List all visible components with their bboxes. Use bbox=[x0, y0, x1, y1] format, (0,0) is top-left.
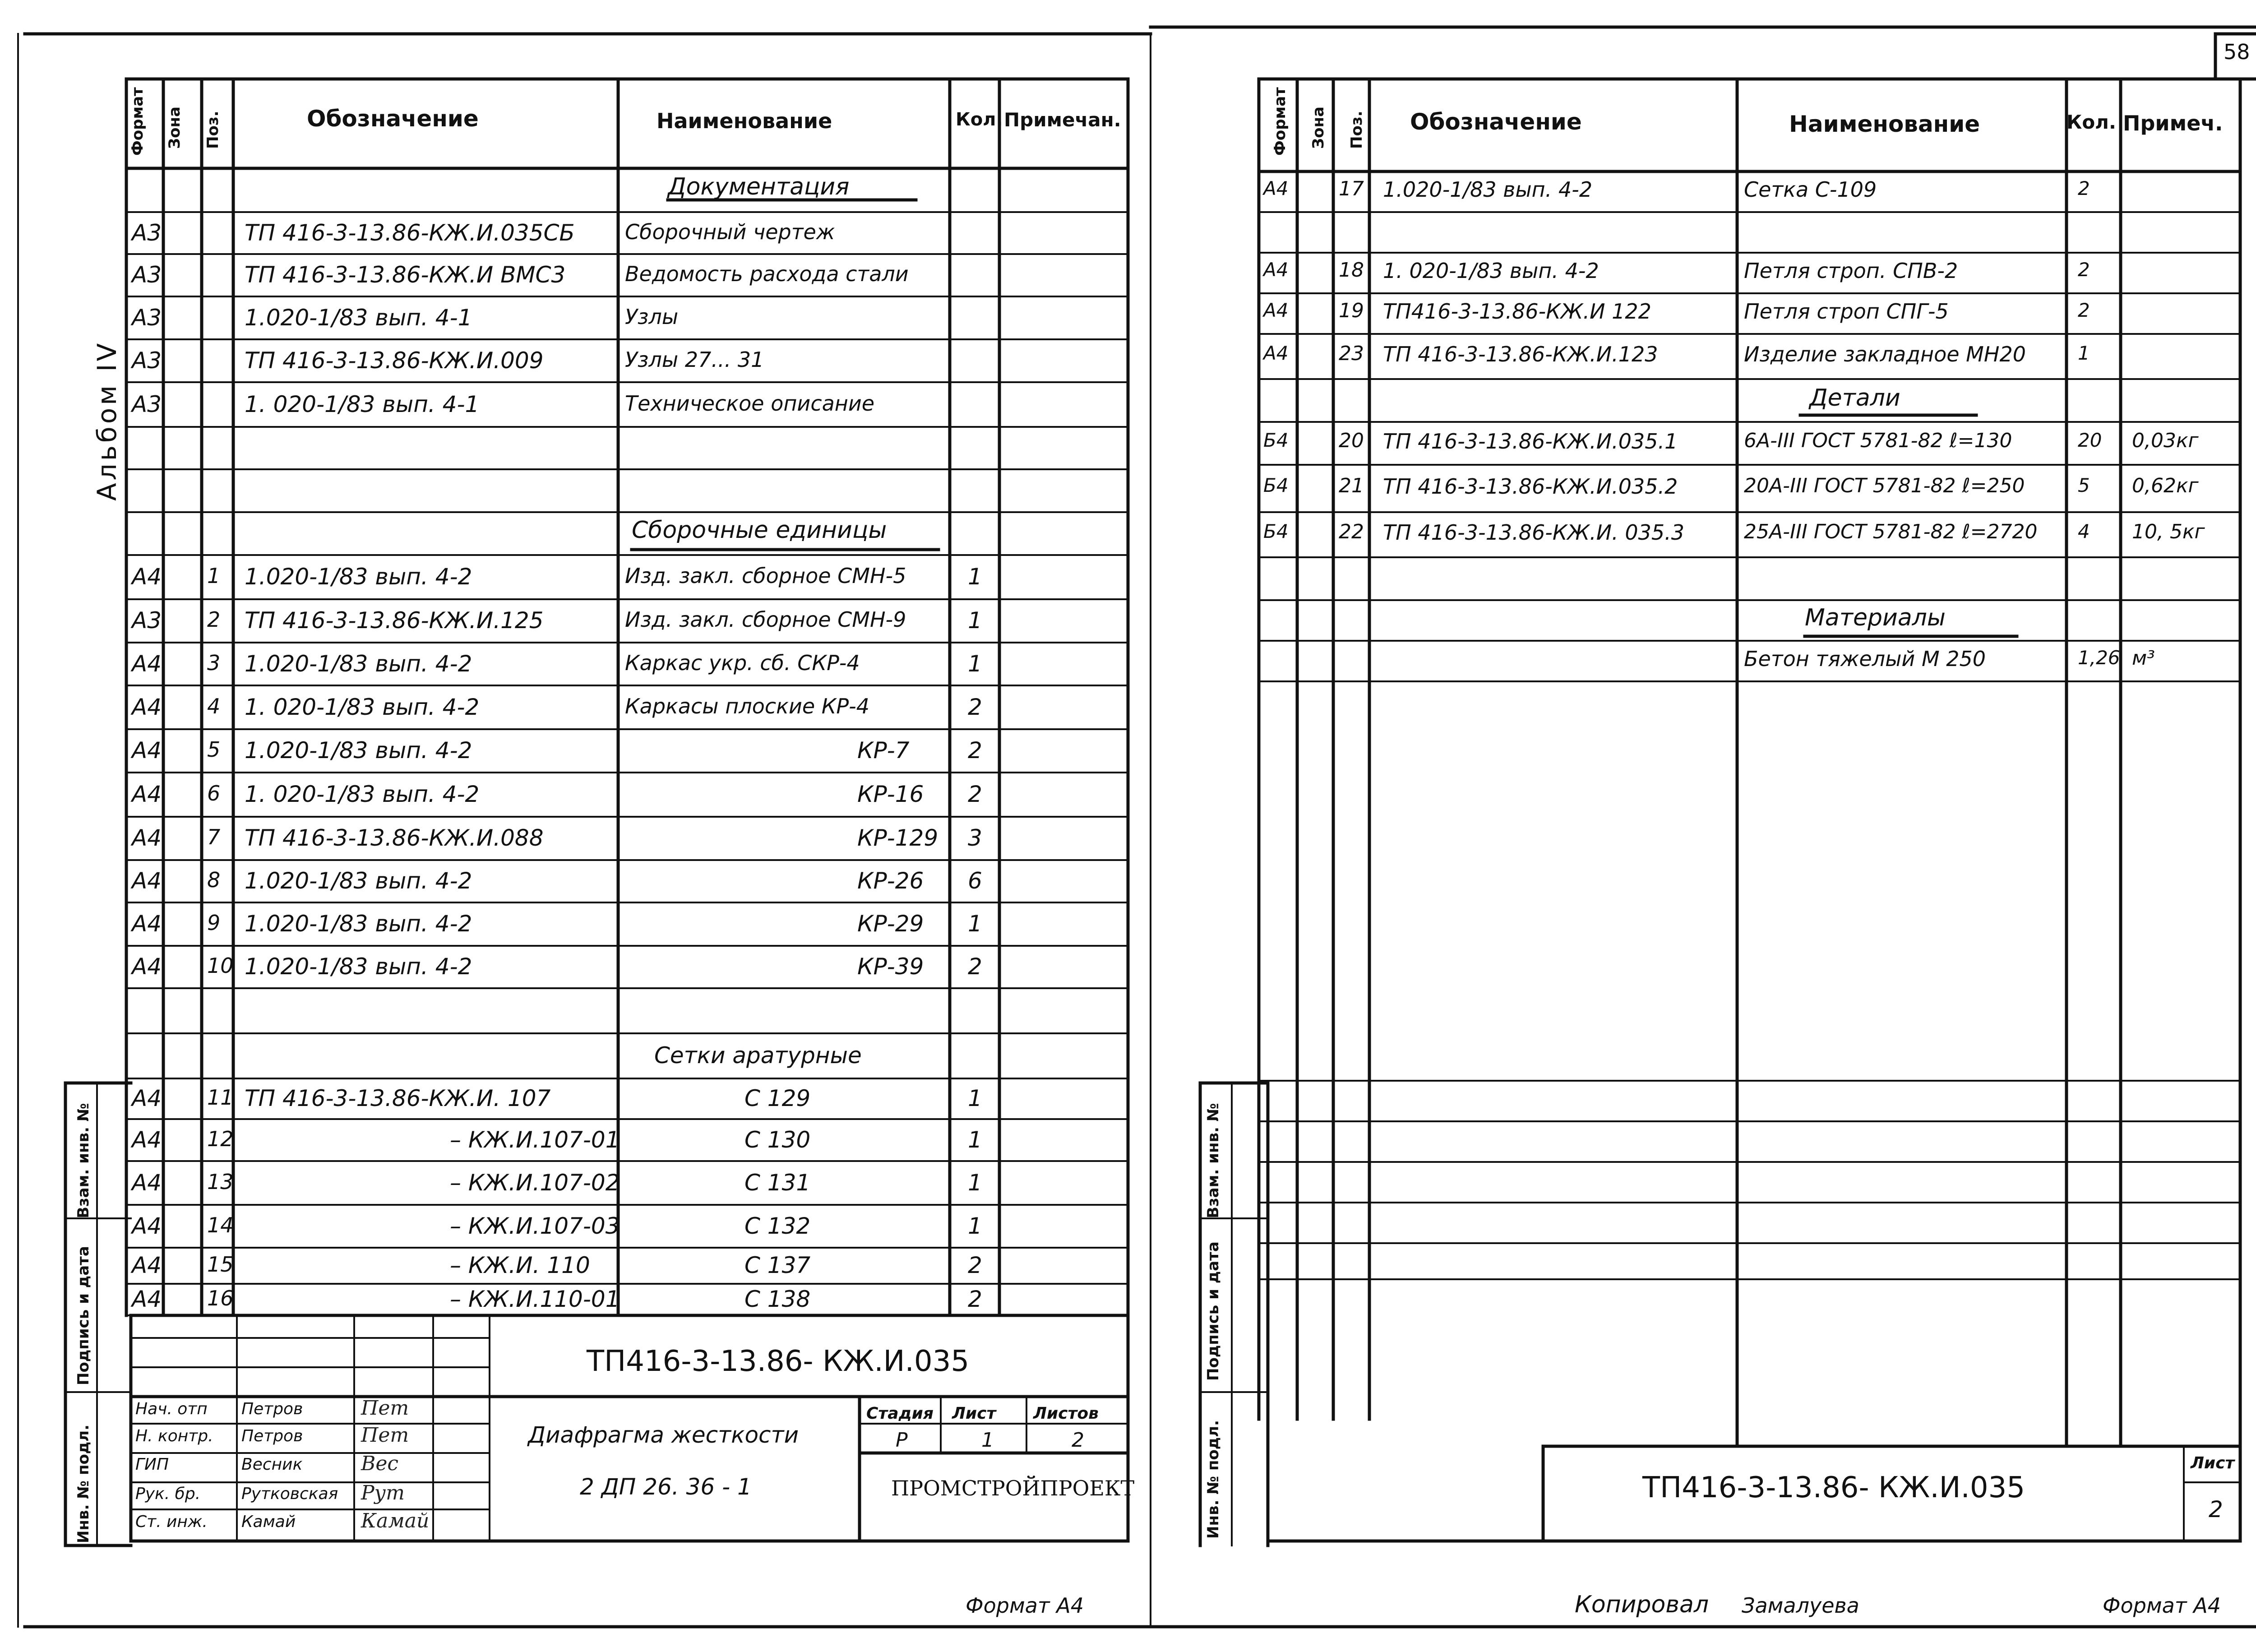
left-row-section: Сборочные единицы bbox=[632, 516, 887, 544]
left-row-format: А4 bbox=[132, 1085, 162, 1111]
right-row-qty: 20 bbox=[2078, 429, 2102, 451]
left-row-designation: ТП 416-3-13.86-КЖ.И.088 bbox=[245, 825, 544, 851]
left-row-name: КР-39 bbox=[857, 953, 924, 980]
stamp-name: Петров bbox=[241, 1400, 303, 1418]
right-header-qty: Кол. bbox=[2066, 111, 2116, 133]
left-row-name: Каркас укр. сб. СКР-4 bbox=[625, 650, 860, 675]
left-row-pos: 5 bbox=[207, 737, 221, 762]
left-row-pos: 8 bbox=[207, 868, 221, 892]
left-row-pos: 7 bbox=[207, 825, 221, 849]
left-row-name: С 138 bbox=[744, 1286, 811, 1312]
left-row-qty: 2 bbox=[968, 694, 982, 720]
left-row-qty: 1 bbox=[968, 607, 982, 634]
right-row-section: Материалы bbox=[1805, 604, 1946, 631]
left-row-designation: – КЖ.И.107-03 bbox=[450, 1212, 620, 1239]
left-row-designation: ТП 416-3-13.86-КЖ.И ВМС3 bbox=[245, 262, 566, 288]
left-row-name: Узлы bbox=[625, 304, 679, 329]
right-row-section: Детали bbox=[1809, 384, 1900, 412]
right-side-inv-sub: Инв. № подл. bbox=[1204, 1420, 1222, 1539]
signature: Пет bbox=[361, 1397, 409, 1420]
left-row-format: А3 bbox=[132, 607, 162, 634]
left-row-qty: 1 bbox=[968, 1212, 982, 1239]
left-row-designation: ТП 416-3-13.86-КЖ.И. 107 bbox=[245, 1085, 551, 1111]
left-row-qty: 1 bbox=[968, 564, 982, 590]
stamp-name: Весник bbox=[241, 1455, 303, 1474]
left-row-pos: 9 bbox=[207, 911, 221, 935]
left-row-name: Сборочный чертеж bbox=[625, 219, 835, 244]
stamp-role: Нач. отп bbox=[135, 1400, 208, 1418]
right-row-designation: ТП 416-3-13.86-КЖ.И.035.1 bbox=[1383, 429, 1678, 453]
left-row-pos: 15 bbox=[207, 1252, 234, 1277]
right-row-note: 0,03кг bbox=[2132, 429, 2199, 452]
left-row-format: А3 bbox=[132, 262, 162, 288]
left-row-name: Узлы 27... 31 bbox=[625, 347, 764, 372]
left-row-name: КР-7 bbox=[857, 737, 910, 764]
stamp-right-sheet-label: Лист bbox=[2191, 1454, 2235, 1472]
right-row-name: Петля строп. СПВ-2 bbox=[1744, 259, 1958, 283]
left-row-designation: 1. 020-1/83 вып. 4-2 bbox=[245, 694, 480, 720]
signature: Рут bbox=[361, 1481, 405, 1504]
left-row-pos: 2 bbox=[207, 607, 221, 632]
left-row-name: С 129 bbox=[744, 1085, 811, 1111]
right-row-format: А4 bbox=[1263, 342, 1289, 364]
left-row-designation: – КЖ.И.107-01 bbox=[450, 1126, 620, 1153]
right-row-note: 10, 5кг bbox=[2132, 520, 2205, 543]
left-row-name: Каркасы плоские КР-4 bbox=[625, 694, 870, 718]
right-row-format: А4 bbox=[1263, 177, 1289, 199]
left-row-qty: 1 bbox=[968, 1085, 982, 1111]
left-row-designation: – КЖ.И.107-02 bbox=[450, 1169, 620, 1196]
right-row-qty: 5 bbox=[2078, 474, 2090, 496]
left-row-pos: 11 bbox=[207, 1085, 234, 1110]
left-row-pos: 1 bbox=[207, 564, 221, 588]
right-row-designation: 1. 020-1/83 вып. 4-2 bbox=[1383, 259, 1599, 283]
stamp-sheet-label: Лист bbox=[952, 1404, 996, 1423]
left-row-qty: 1 bbox=[968, 1126, 982, 1153]
left-row-format: А4 bbox=[132, 737, 162, 764]
left-row-format: А4 bbox=[132, 1286, 162, 1312]
left-row-section: Документация bbox=[668, 173, 850, 200]
left-row-designation: 1.020-1/83 вып. 4-2 bbox=[245, 911, 472, 937]
right-row-format: А4 bbox=[1263, 259, 1289, 281]
left-header-designation: Обозначение bbox=[307, 106, 479, 132]
left-row-name: Ведомость расхода стали bbox=[625, 262, 909, 286]
album-label: Альбом IV bbox=[92, 340, 122, 501]
stamp-role: ГИП bbox=[135, 1455, 169, 1474]
right-row-name: Петля строп СПГ-5 bbox=[1744, 299, 1949, 324]
left-row-qty: 6 bbox=[968, 868, 982, 894]
left-header-note: Примечан. bbox=[1004, 109, 1121, 131]
right-row-name: 20А-III ГОСТ 5781-82 ℓ=250 bbox=[1744, 474, 2025, 497]
left-row-pos: 13 bbox=[207, 1169, 234, 1194]
right-row-pos: 17 bbox=[1339, 177, 1364, 200]
left-row-designation: 1.020-1/83 вып. 4-2 bbox=[245, 650, 472, 677]
signature: Вес bbox=[361, 1452, 399, 1475]
left-row-pos: 4 bbox=[207, 694, 221, 718]
right-side-vzam: Взам. инв. № bbox=[1204, 1103, 1222, 1218]
left-row-pos: 14 bbox=[207, 1212, 234, 1237]
left-row-designation: ТП 416-3-13.86-КЖ.И.125 bbox=[245, 607, 544, 634]
left-row-designation: 1.020-1/83 вып. 4-2 bbox=[245, 868, 472, 894]
left-row-name: С 131 bbox=[744, 1169, 811, 1196]
right-row-designation: ТП416-3-13.86-КЖ.И 122 bbox=[1383, 299, 1651, 324]
stamp-role: Рук. бр. bbox=[135, 1485, 201, 1503]
stamp-role: Н. контр. bbox=[135, 1427, 213, 1445]
left-header-name: Наименование bbox=[656, 109, 832, 133]
left-row-pos: 16 bbox=[207, 1286, 234, 1310]
stamp-subtitle: 2 ДП 26. 36 - 1 bbox=[580, 1474, 752, 1500]
stamp-role: Ст. инж. bbox=[135, 1513, 208, 1531]
footer-format-right: Формат А4 bbox=[2103, 1593, 2221, 1618]
right-row-format: Б4 bbox=[1263, 474, 1289, 496]
left-row-designation: ТП 416-3-13.86-КЖ.И.009 bbox=[245, 347, 544, 374]
stamp-org: ПРОМСТРОЙПРОЕКТ bbox=[891, 1476, 1135, 1500]
left-row-designation: – КЖ.И.110-01 bbox=[450, 1286, 620, 1312]
left-row-name: Изд. закл. сборное СМН-9 bbox=[625, 607, 906, 632]
left-row-name: Техническое описание bbox=[625, 391, 875, 416]
stamp-name: Петров bbox=[241, 1427, 303, 1445]
right-row-name: Бетон тяжелый М 250 bbox=[1744, 647, 1986, 671]
right-row-pos: 23 bbox=[1339, 342, 1364, 365]
right-row-pos: 21 bbox=[1339, 474, 1364, 497]
right-row-qty: 2 bbox=[2078, 299, 2090, 321]
left-side-sign-date: Подпись и дата bbox=[74, 1246, 92, 1385]
stamp-title: Диафрагма жесткости bbox=[528, 1422, 799, 1448]
stamp-code-left: ТП416-3-13.86- КЖ.И.035 bbox=[587, 1345, 970, 1378]
right-row-format: А4 bbox=[1263, 299, 1289, 321]
right-row-name: Сетка С-109 bbox=[1744, 177, 1877, 202]
right-header-pos: Поз. bbox=[1348, 111, 1366, 149]
right-row-pos: 22 bbox=[1339, 520, 1364, 543]
left-row-format: А4 bbox=[132, 564, 162, 590]
left-row-format: А4 bbox=[132, 911, 162, 937]
left-row-qty: 1 bbox=[968, 1169, 982, 1196]
stamp-code-right: ТП416-3-13.86- КЖ.И.035 bbox=[1642, 1471, 2025, 1504]
footer-copied-name: Замалуева bbox=[1742, 1593, 1859, 1618]
right-row-name: Изделие закладное МН20 bbox=[1744, 342, 2026, 366]
left-row-qty: 1 bbox=[968, 911, 982, 937]
right-row-pos: 18 bbox=[1339, 259, 1364, 282]
left-row-format: А4 bbox=[132, 1169, 162, 1196]
right-row-note: 0,62кг bbox=[2132, 474, 2199, 497]
left-row-qty: 2 bbox=[968, 953, 982, 980]
stamp-sheets: 2 bbox=[1072, 1429, 1084, 1452]
stamp-name: Рутковская bbox=[241, 1485, 338, 1503]
left-row-format: А4 bbox=[132, 1126, 162, 1153]
right-row-note: м³ bbox=[2132, 647, 2155, 670]
footer-format-left: Формат А4 bbox=[966, 1593, 1084, 1618]
left-row-qty: 2 bbox=[968, 737, 982, 764]
left-row-designation: 1. 020-1/83 вып. 4-1 bbox=[245, 391, 480, 417]
left-row-designation: – КЖ.И. 110 bbox=[450, 1252, 590, 1278]
left-row-qty: 1 bbox=[968, 650, 982, 677]
right-header-note: Примеч. bbox=[2123, 111, 2223, 135]
right-header-format: Формат bbox=[1271, 87, 1289, 156]
left-header-zone: Зона bbox=[166, 106, 184, 149]
left-row-name: Сетки аратурные bbox=[654, 1042, 862, 1069]
left-row-format: А4 bbox=[132, 825, 162, 851]
right-side-sign-date: Подпись и дата bbox=[1204, 1241, 1222, 1381]
left-row-pos: 6 bbox=[207, 781, 221, 805]
left-row-format: А3 bbox=[132, 219, 162, 246]
right-row-name: 6А-III ГОСТ 5781-82 ℓ=130 bbox=[1744, 429, 2012, 452]
left-row-name: КР-16 bbox=[857, 781, 924, 807]
stamp-sheets-label: Листов bbox=[1033, 1404, 1099, 1423]
right-row-designation: ТП 416-3-13.86-КЖ.И.123 bbox=[1383, 342, 1658, 366]
left-row-name: С 130 bbox=[744, 1126, 811, 1153]
left-row-qty: 2 bbox=[968, 781, 982, 807]
stamp-stage: Р bbox=[896, 1429, 908, 1452]
left-row-format: А4 bbox=[132, 953, 162, 980]
left-row-format: А3 bbox=[132, 304, 162, 331]
stamp-stage-label: Стадия bbox=[866, 1404, 934, 1423]
right-header-designation: Обозначение bbox=[1410, 109, 1582, 135]
left-row-name: КР-26 bbox=[857, 868, 924, 894]
left-row-format: А4 bbox=[132, 1252, 162, 1278]
right-row-designation: ТП 416-3-13.86-КЖ.И.035.2 bbox=[1383, 474, 1678, 499]
right-row-designation: 1.020-1/83 вып. 4-2 bbox=[1383, 177, 1593, 202]
stamp-sheet: 1 bbox=[981, 1429, 994, 1452]
signature: Камай bbox=[361, 1509, 430, 1532]
left-row-qty: 2 bbox=[968, 1286, 982, 1312]
left-row-format: А4 bbox=[132, 1212, 162, 1239]
right-row-format: Б4 bbox=[1263, 520, 1289, 542]
left-row-format: А4 bbox=[132, 868, 162, 894]
left-row-pos: 10 bbox=[207, 953, 234, 978]
left-row-name: КР-129 bbox=[857, 825, 938, 851]
left-row-designation: 1.020-1/83 вып. 4-1 bbox=[245, 304, 472, 331]
right-row-qty: 4 bbox=[2078, 520, 2090, 542]
right-row-qty: 2 bbox=[2078, 177, 2090, 199]
left-row-format: А4 bbox=[132, 650, 162, 677]
left-row-designation: 1.020-1/83 вып. 4-2 bbox=[245, 953, 472, 980]
stamp-name: Камай bbox=[241, 1513, 296, 1531]
left-row-designation: 1.020-1/83 вып. 4-2 bbox=[245, 564, 472, 590]
left-row-qty: 3 bbox=[968, 825, 982, 851]
page-number: 58 bbox=[2224, 40, 2250, 64]
left-row-format: А4 bbox=[132, 781, 162, 807]
left-row-name: Изд. закл. сборное СМН-5 bbox=[625, 564, 906, 588]
signature: Пет bbox=[361, 1424, 409, 1447]
right-row-format: Б4 bbox=[1263, 429, 1289, 451]
left-row-format: А3 bbox=[132, 347, 162, 374]
left-header-qty: Кол. bbox=[956, 109, 1003, 130]
right-row-qty: 1,26 bbox=[2078, 647, 2120, 669]
left-row-pos: 3 bbox=[207, 650, 221, 675]
left-header-format: Формат bbox=[129, 87, 147, 156]
footer-copied-label: Копировал bbox=[1575, 1591, 1709, 1618]
left-side-vzam: Взам. инв. № bbox=[74, 1103, 92, 1218]
right-row-pos: 20 bbox=[1339, 429, 1364, 452]
left-row-pos: 12 bbox=[207, 1126, 234, 1151]
left-row-format: А3 bbox=[132, 391, 162, 417]
stamp-right-sheet: 2 bbox=[2209, 1496, 2223, 1522]
left-row-name: КР-29 bbox=[857, 911, 924, 937]
left-header-pos: Поз. bbox=[204, 111, 222, 149]
left-row-format: А4 bbox=[132, 694, 162, 720]
right-header-zone: Зона bbox=[1309, 106, 1327, 149]
right-row-pos: 19 bbox=[1339, 299, 1364, 322]
right-row-designation: ТП 416-3-13.86-КЖ.И. 035.3 bbox=[1383, 520, 1685, 545]
left-row-qty: 2 bbox=[968, 1252, 982, 1278]
right-row-qty: 1 bbox=[2078, 342, 2090, 364]
left-row-name: С 137 bbox=[744, 1252, 811, 1278]
right-row-name: 25А-III ГОСТ 5781-82 ℓ=2720 bbox=[1744, 520, 2038, 543]
left-row-name: С 132 bbox=[744, 1212, 811, 1239]
right-header-name: Наименование bbox=[1789, 111, 1980, 137]
left-row-designation: 1.020-1/83 вып. 4-2 bbox=[245, 737, 472, 764]
left-row-designation: 1. 020-1/83 вып. 4-2 bbox=[245, 781, 480, 807]
left-row-designation: ТП 416-3-13.86-КЖ.И.035СБ bbox=[245, 219, 575, 246]
left-side-inv-sub: Инв. № подл. bbox=[74, 1424, 92, 1543]
right-row-qty: 2 bbox=[2078, 259, 2090, 281]
